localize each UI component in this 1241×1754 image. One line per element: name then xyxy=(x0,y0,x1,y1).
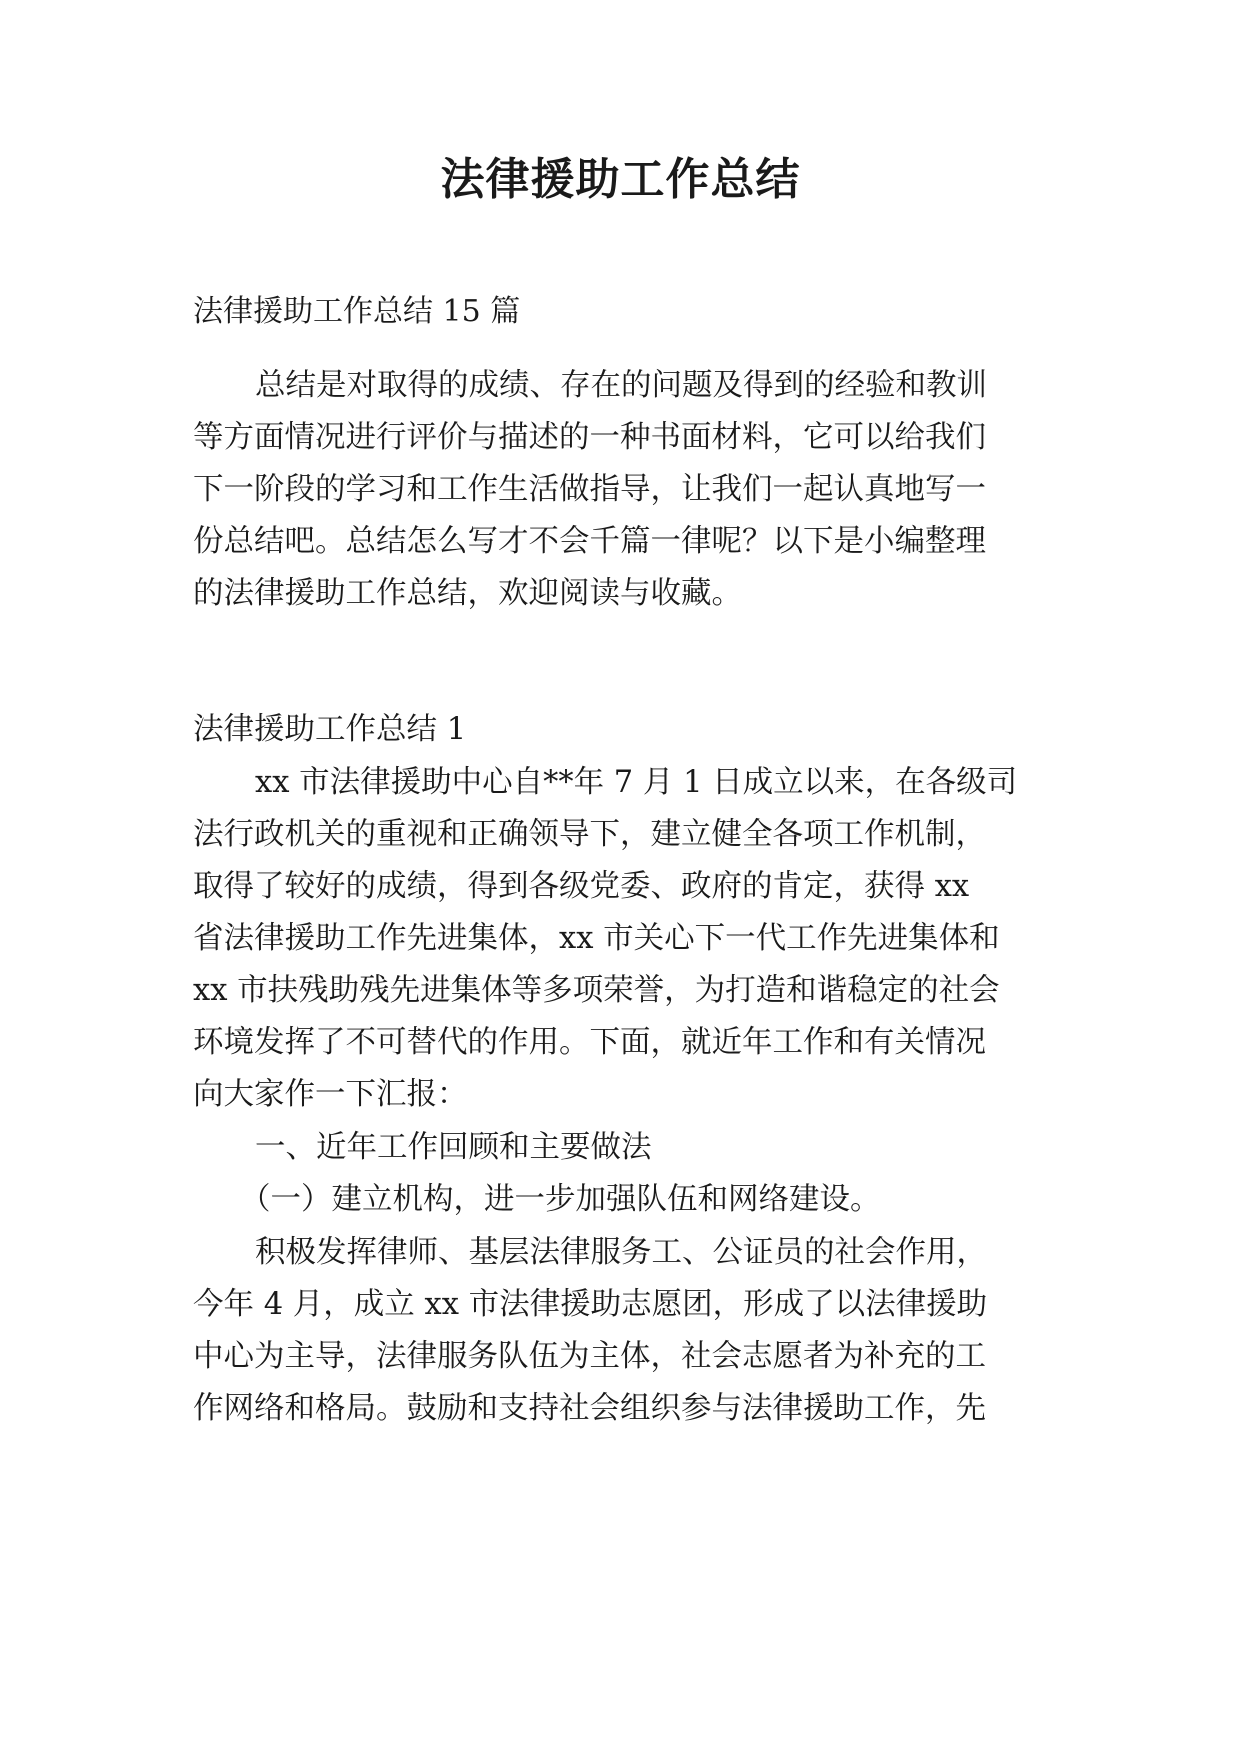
intro-line-3: 下一阶段的学习和工作生活做指导，让我们一起认真地写一 xyxy=(193,472,986,507)
paragraph-line: xx 市法律援助中心自**年 7 月 1 日成立以来，在各级司 xyxy=(255,765,1018,800)
intro-line-5: 的法律援助工作总结，欢迎阅读与收藏。 xyxy=(193,576,742,611)
intro-line-4: 份总结吧。总结怎么写才不会千篇一律呢？以下是小编整理 xyxy=(193,524,986,559)
document-subtitle: 法律援助工作总结 15 篇 xyxy=(193,294,521,329)
paragraph-line: 省法律援助工作先进集体，xx 市关心下一代工作先进集体和 xyxy=(193,921,1000,956)
paragraph-line: 取得了较好的成绩，得到各级党委、政府的肯定，获得 xx xyxy=(193,869,970,904)
paragraph-line: 今年 4 月，成立 xx 市法律援助志愿团，形成了以法律援助 xyxy=(193,1287,988,1322)
intro-line-2: 等方面情况进行评价与描述的一种书面材料，它可以给我们 xyxy=(193,420,986,455)
paragraph-line: 积极发挥律师、基层法律服务工、公证员的社会作用， xyxy=(255,1235,987,1270)
subpart-heading: （一）建立机构，进一步加强队伍和网络建设。 xyxy=(240,1182,881,1217)
paragraph-line: 环境发挥了不可替代的作用。下面，就近年工作和有关情况 xyxy=(193,1025,986,1060)
document-title: 法律援助工作总结 xyxy=(440,154,801,205)
paragraph-line: 法行政机关的重视和正确领导下，建立健全各项工作机制， xyxy=(193,817,986,852)
paragraph-line: 中心为主导，法律服务队伍为主体，社会志愿者为补充的工 xyxy=(193,1339,986,1374)
paragraph-line: xx 市扶残助残先进集体等多项荣誉，为打造和谐稳定的社会 xyxy=(193,973,1000,1008)
section-heading: 法律援助工作总结 1 xyxy=(193,712,467,747)
part-heading: 一、近年工作回顾和主要做法 xyxy=(255,1130,652,1165)
intro-line-1: 总结是对取得的成绩、存在的问题及得到的经验和教训 xyxy=(255,368,987,403)
paragraph-line: 作网络和格局。鼓励和支持社会组织参与法律援助工作，先 xyxy=(193,1391,986,1426)
paragraph-line: 向大家作一下汇报： xyxy=(193,1077,468,1112)
